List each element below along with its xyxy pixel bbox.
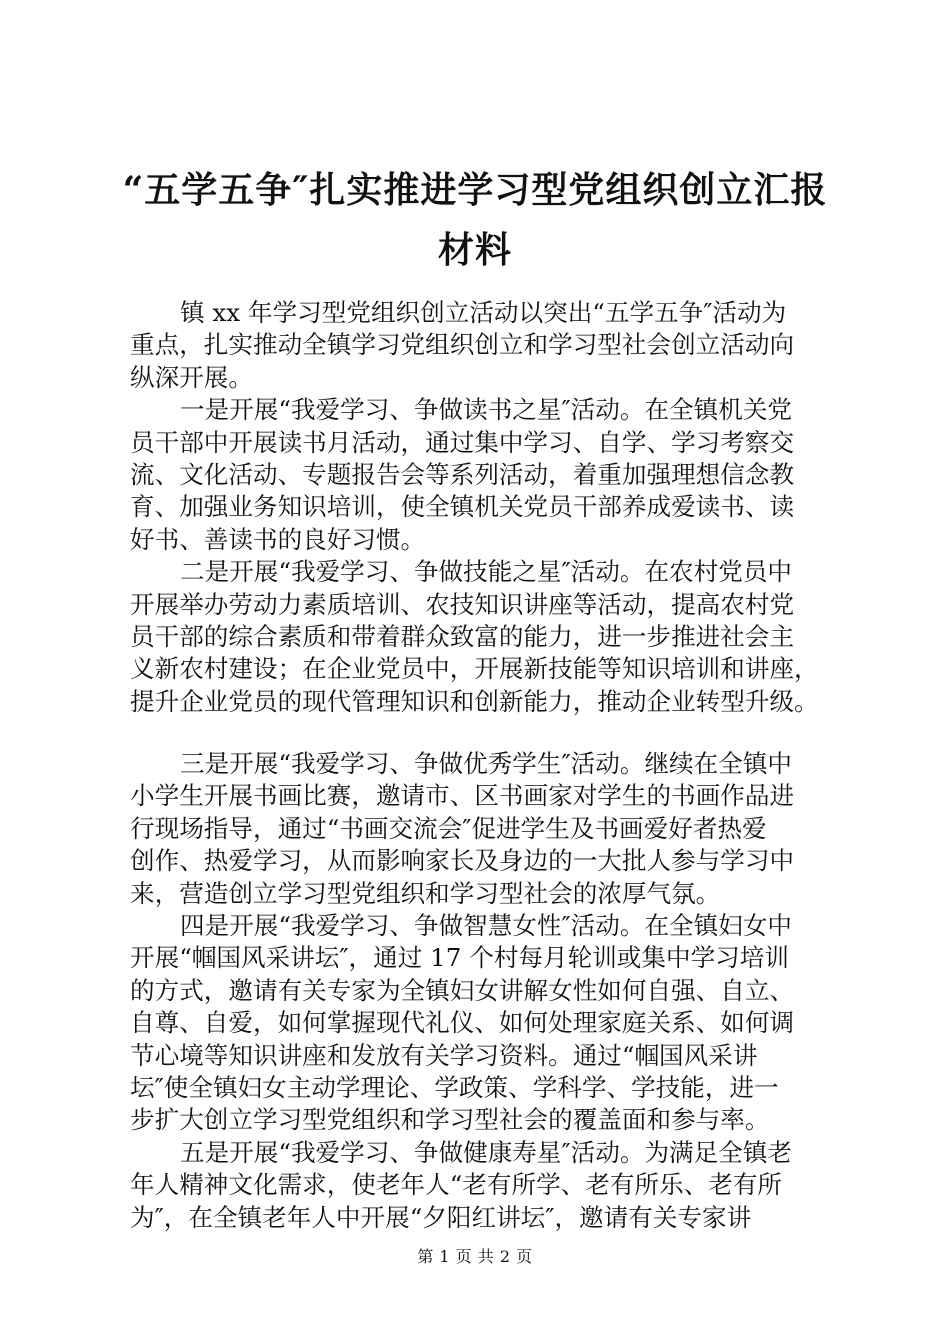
document-body xyxy=(130,297,830,1234)
document-title-line-2: 材料 xyxy=(437,229,512,271)
body-line: 开展“帼国风采讲坛″，通过 17 个村每月轮训或集中学习培训 xyxy=(130,943,789,973)
body-line: 员干部的综合素质和带着群众致富的能力，进一步推进社会主 xyxy=(130,621,795,651)
body-line: 创作、热爱学习，从而影响家长及身边的一大批人参与学习中 xyxy=(130,846,795,876)
body-line: 好书、善读书的良好习惯。 xyxy=(130,524,426,554)
body-line: 来，营造创立学习型党组织和学习型社会的浓厚气氛。 xyxy=(130,878,721,908)
body-line: 一是开展“我爱学习、争做读书之星″活动。在全镇机关党 xyxy=(180,395,793,425)
body-line: 小学生开展书画比赛，邀请市、区书画家对学生的书画作品进 xyxy=(130,781,795,811)
body-line: 的方式，邀请有关专家为全镇妇女讲解女性如何自强、自立、 xyxy=(130,975,795,1005)
body-line: 四是开展“我爱学习、争做智慧女性″活动。在全镇妇女中 xyxy=(180,911,793,941)
body-line: 自尊、自爱，如何掌握现代礼仪、如何处理家庭关系、如何调 xyxy=(130,1008,795,1038)
body-line: 三是开展“我爱学习、争做优秀学生″活动。继续在全镇中 xyxy=(180,749,793,779)
body-line: 步扩大创立学习型党组织和学习型社会的覆盖面和参与率。 xyxy=(130,1105,770,1135)
body-line: 镇 xx 年学习型党组织创立活动以突出“五学五争″活动为 xyxy=(180,298,787,327)
body-line: 节心境等知识讲座和发放有关学习资料。通过“帼国风采讲 xyxy=(130,1040,758,1070)
page-footer: 第 1 页 共 2 页 xyxy=(417,1247,533,1266)
body-line: 纵深开展。 xyxy=(130,362,253,392)
body-line: 员干部中开展读书月活动，通过集中学习、自学、学习考察交 xyxy=(130,427,795,457)
body-line: 义新农村建设；在企业党员中，开展新技能等知识培训和讲座， xyxy=(130,654,819,684)
body-line: 开展举办劳动力素质培训、农技知识讲座等活动，提高农村党 xyxy=(130,589,795,619)
body-line: 提升企业党员的现代管理知识和创新能力，推动企业转型升级。 xyxy=(130,686,819,716)
paragraph-gap xyxy=(130,718,830,748)
body-line: 坛″使全镇妇女主动学理论、学政策、学科学、学技能，进一 xyxy=(130,1072,779,1102)
body-line: 五是开展“我爱学习、争做健康寿星″活动。为满足全镇老 xyxy=(180,1137,793,1167)
body-line: 年人精神文化需求，使老年人“老有所学、老有所乐、老有所 xyxy=(130,1170,783,1200)
body-line: 为″，在全镇老年人中开展“夕阳红讲坛″，邀请有关专家讲 xyxy=(130,1202,752,1232)
document-title-line-1: “五学五争″扎实推进学习型党组织创立汇报 xyxy=(122,169,828,211)
body-line: 重点，扎实推动全镇学习党组织创立和学习型社会创立活动向 xyxy=(130,330,795,360)
body-line: 流、文化活动、专题报告会等系列活动，着重加强理想信念教 xyxy=(130,459,795,489)
body-line: 二是开展“我爱学习、争做技能之星″活动。在农村党员中 xyxy=(180,557,793,587)
body-line: 行现场指导，通过“书画交流会″促进学生及书画爱好者热爱 xyxy=(130,813,767,843)
body-line: 育、加强业务知识培训，使全镇机关党员干部养成爱读书、读 xyxy=(130,492,795,522)
